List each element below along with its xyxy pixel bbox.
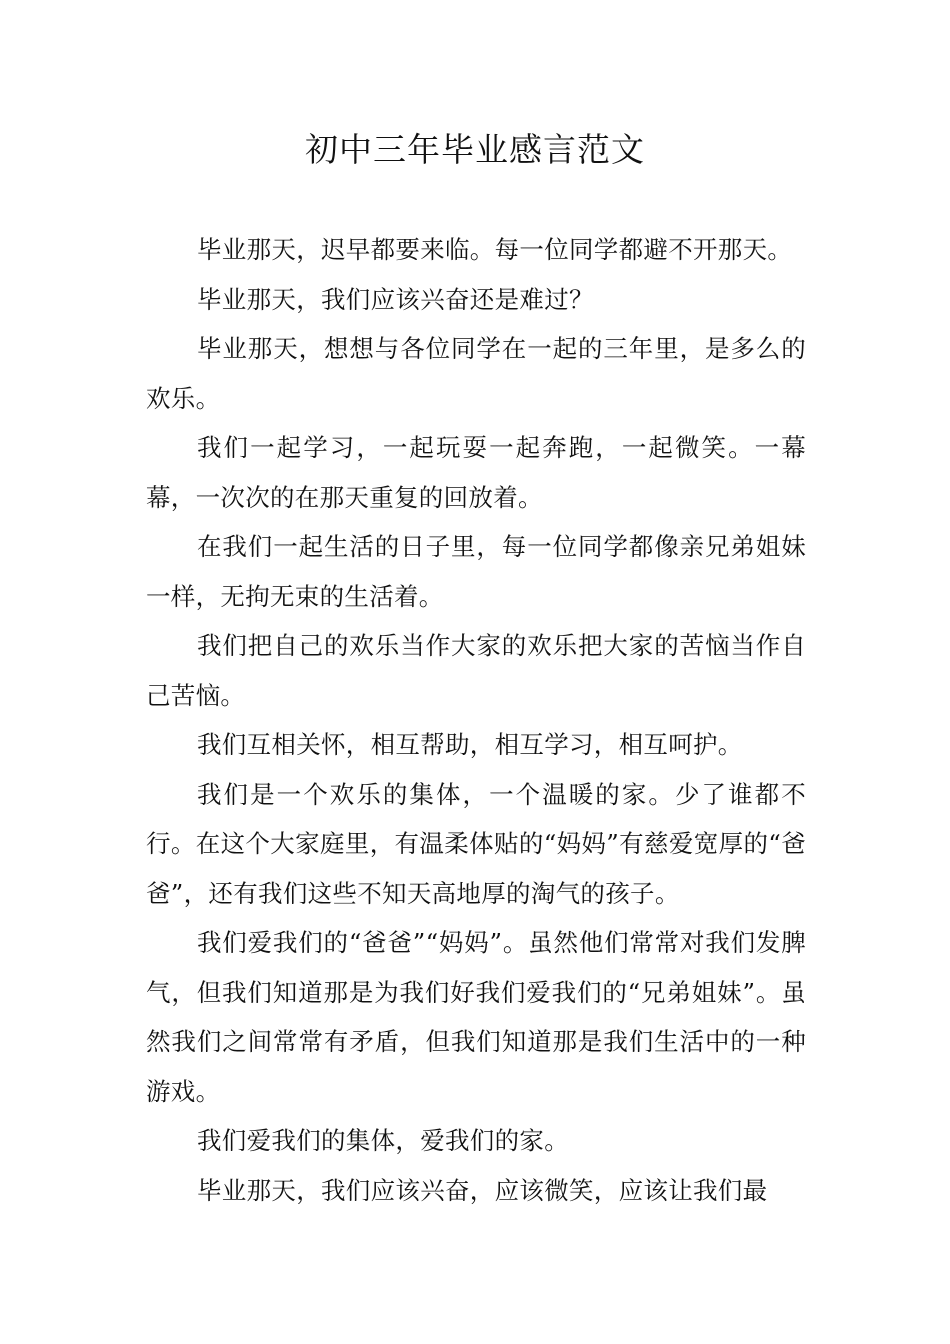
paragraph: 毕业那天，迟早都要来临。每一位同学都避不开那天。 bbox=[197, 235, 793, 264]
paragraph: 毕业那天，我们应该兴奋，应该微笑，应该让我们最 bbox=[197, 1175, 768, 1205]
paragraph: 在我们一起生活的日子里，每一位同学都像亲兄弟姐妹一样，无拘无束的生活着。 bbox=[146, 532, 806, 611]
paragraph: 毕业那天，想想与各位同学在一起的三年里，是多么的欢乐。 bbox=[146, 334, 806, 413]
paragraph: 我们把自己的欢乐当作大家的欢乐把大家的苦恼当作自己苦恼。 bbox=[146, 631, 806, 710]
paragraph: 我们一起学习，一起玩耍一起奔跑，一起微笑。一幕幕，一次次的在那天重复的回放着。 bbox=[146, 433, 806, 512]
paragraph: 我们是一个欢乐的集体，一个温暖的家。少了谁都不行。在这个大家庭里，有温柔体贴的“妈妈”有慈爱宽厚的“爸爸”，还有我们这些不知天高地厚的淘气的孩子。 bbox=[146, 779, 806, 908]
document-body bbox=[146, 225, 806, 1215]
paragraph: 我们爱我们的“爸爸”“妈妈”。虽然他们常常对我们发脾气，但我们知道那是为我们好我们爱我们的“兄弟姐妹”。虽然我们之间常常有矛盾，但我们知道那是我们生活中的一种游戏。 bbox=[146, 928, 806, 1106]
paragraph: 我们爱我们的集体，爱我们的家。 bbox=[197, 1126, 569, 1155]
paragraph: 毕业那天，我们应该兴奋还是难过？ bbox=[197, 284, 594, 314]
document-title: 初中三年毕业感言范文 bbox=[305, 130, 645, 169]
paragraph: 我们互相关怀，相互帮助，相互学习，相互呵护。 bbox=[197, 730, 743, 759]
